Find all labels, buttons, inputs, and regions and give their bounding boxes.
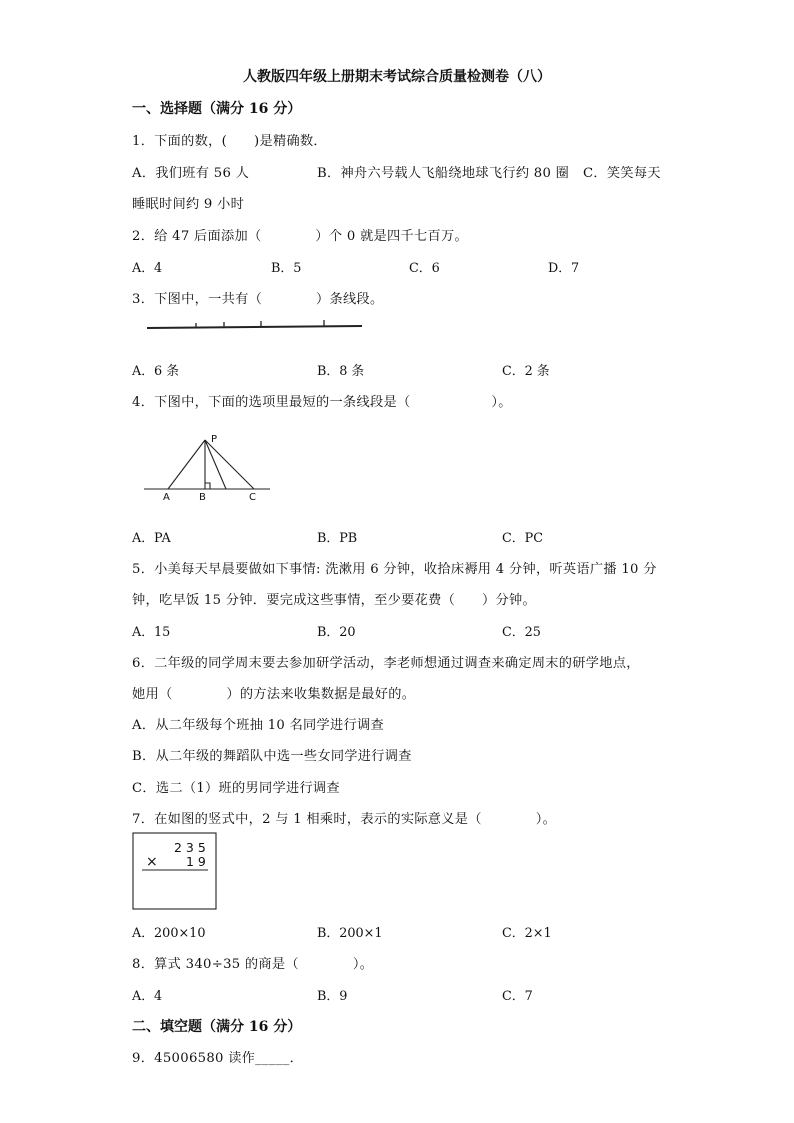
question-5-stem-line-2: 钟，吃早饭 15 分钟．要完成这些事情，至少要花费（ ）分钟。 (132, 593, 537, 608)
question-8-stem: 8．算式 340÷35 的商是（ ）。 (132, 957, 374, 972)
question-4-stem: 4．下图中，下面的选项里最短的一条线段是（ ）。 (132, 395, 512, 410)
multiplier: 1 9 (186, 854, 206, 869)
question-1-option-b: B．神舟六号载人飞船绕地球飞行约 80 圈 (317, 166, 570, 181)
section-heading-fill: 二、填空题（满分 16 分） (132, 1019, 302, 1035)
multiplicand: 2 3 5 (174, 840, 206, 855)
question-2-option-d: D．7 (548, 261, 580, 276)
question-7-option-b: B．200×1 (317, 926, 383, 941)
question-2-stem: 2．给 47 后面添加（ ）个 0 就是四千七百万。 (132, 229, 468, 244)
times-sign: × (146, 854, 158, 870)
question-3-option-c: C．2 条 (502, 364, 550, 379)
question-5-stem-line-1: 5．小美每天早晨要做如下事情: 洗漱用 6 分钟，收拾床褥用 4 分钟，听英语广播 10 分 (132, 562, 657, 577)
question-8-option-b: B．9 (317, 989, 348, 1004)
question-6-option-a: A．从二年级每个班抽 10 名同学进行调查 (132, 718, 384, 733)
question-1-stem: 1．下面的数，( )是精确数． (132, 134, 327, 149)
question-1-option-c: C．笑笑每天 (583, 166, 661, 181)
question-2-option-b: B．5 (271, 261, 302, 276)
question-1-option-c-continued: 睡眠时间约 9 小时 (132, 197, 245, 212)
page-title: 人教版四年级上册期末考试综合质量检测卷（八） (243, 69, 551, 85)
question-2-option-c: C．6 (409, 261, 440, 276)
question-4-option-c: C．PC (502, 531, 543, 546)
question-1-option-a: A．我们班有 56 人 (132, 166, 250, 181)
question-2-option-a: A．4 (132, 261, 163, 276)
question-6-stem-line-2: 她用（ ）的方法来收集数据是最好的。 (132, 687, 416, 702)
question-7-option-a: A．200×10 (132, 926, 206, 941)
question-6-option-b: B．从二年级的舞蹈队中选一些女同学进行调查 (132, 749, 412, 764)
question-6-stem-line-1: 6．二年级的同学周末要去参加研学活动，李老师想通过调查来确定周末的研学地点， (132, 656, 640, 671)
label-a: A (163, 492, 170, 503)
question-3-option-b: B．8 条 (317, 364, 365, 379)
question-7-stem: 7．在如图的竖式中，2 与 1 相乘时，表示的实际意义是（ ）。 (132, 812, 557, 827)
label-b: B (199, 492, 206, 503)
question-4-option-a: A．PA (132, 531, 171, 546)
question-7-option-c: C．2×1 (502, 926, 552, 941)
question-4-option-b: B．PB (317, 531, 358, 546)
section-heading-choice: 一、选择题（满分 16 分） (132, 101, 302, 117)
question-5-option-b: B．20 (317, 625, 356, 640)
question-3-option-a: A．6 条 (132, 364, 180, 379)
question-8-option-c: C．7 (502, 989, 533, 1004)
question-8-option-a: A．4 (132, 989, 163, 1004)
label-c: C (249, 492, 256, 503)
question-9-stem: 9．45006580 读作_____． (132, 1051, 304, 1066)
question-5-option-c: C．25 (502, 625, 541, 640)
question-3-stem: 3．下图中，一共有（ ）条线段。 (132, 292, 384, 307)
label-p: P (211, 434, 218, 445)
question-6-option-c: C．选二（1）班的男同学进行调查 (132, 781, 340, 796)
question-5-option-a: A．15 (132, 625, 171, 640)
